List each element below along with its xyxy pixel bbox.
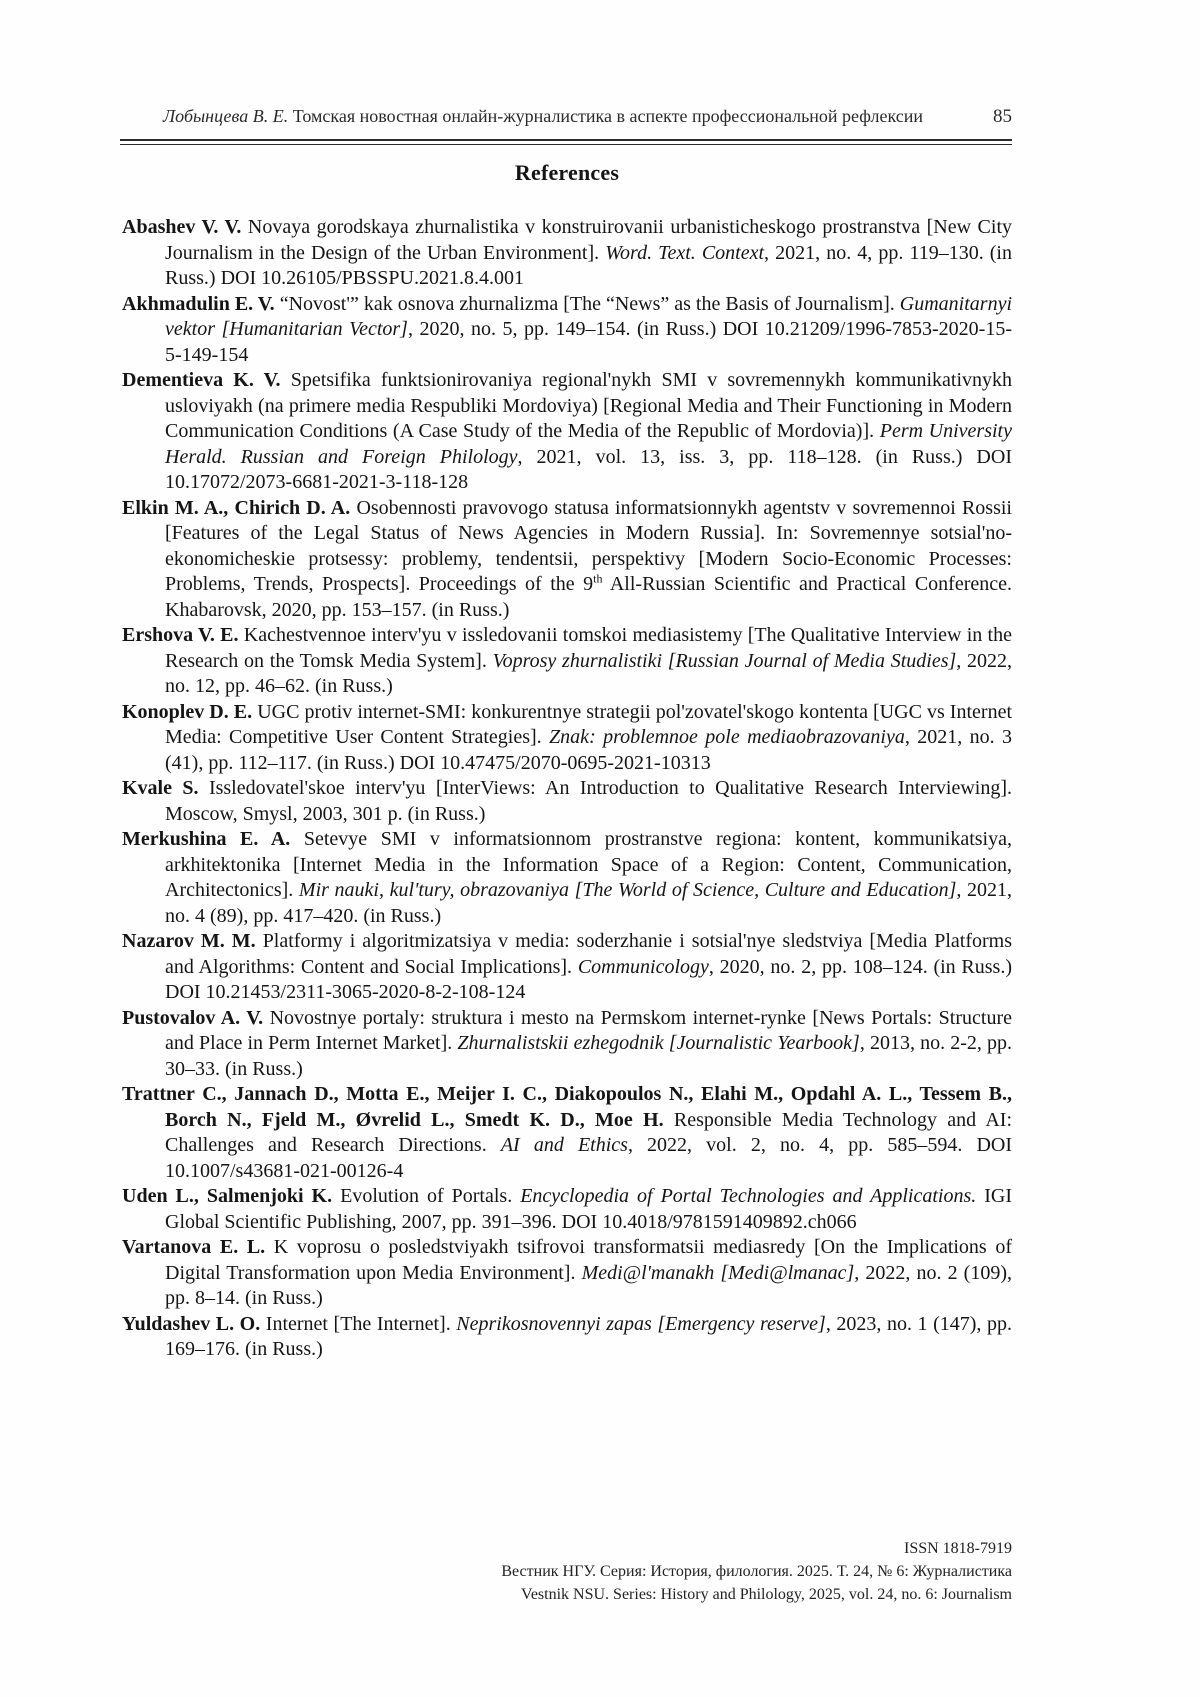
reference-segment: Internet [The Internet]. (265, 1312, 457, 1335)
reference-segment: Neprikosnovennyi zapas [Emergency reserve] (456, 1312, 826, 1335)
reference-entry (122, 1235, 1012, 1312)
reference-entry (122, 827, 1012, 929)
reference-segment: Mir nauki, kul'tury, obrazovaniya [The World of Science, Culture and Education] (298, 879, 957, 901)
running-head-text (122, 106, 964, 127)
reference-segment: Ershova V. E. (122, 624, 244, 646)
page-number: 85 (993, 106, 1012, 127)
reference-segment: th (593, 571, 603, 586)
reference-segment: , 2021, vol. 13, iss. 3, pp. 118–128. (in Russ.) DOI 10.17072/2073-6681-2021-3-118-128 (165, 445, 1012, 493)
references-list (122, 215, 1012, 1363)
reference-segment: Communicology (577, 955, 709, 978)
reference-entry (122, 496, 1012, 624)
footer-journal-en: Vestnik NSU. Series: History and Philology, 2025, vol. 24, no. 6: Journalism (521, 1586, 1012, 1603)
reference-segment: Setevye SMI v informatsionnom prostranstve regiona: kontent, kommunikatsiya, arkhitektonika [Internet Media in the Information Space of a Region: Content, Communication, Architectonics]. (165, 828, 1012, 901)
reference-segment: , 2021, no. 3 (41), pp. 112–117. (in Russ.) DOI 10.47475/2070-0695-2021-10313 (165, 726, 1013, 774)
reference-segment: Osobennosti pravovogo statusa informatsionnykh agentstv v sovremennoi Rossii [Features of the Legal Status of News Agencies in Modern Russia]. In: Sovremennye sotsial'no-ekonomicheskie protsessy: problemy, tendentsii, perspektivy [Modern Socio-Economic Processes: Problems, Trends, Prospects]. Proceedings of the 9 (165, 496, 1012, 595)
reference-segment: , 2022, no. 2 (109), pp. 8–14. (in Russ.) (165, 1261, 1012, 1309)
reference-segment: Yuldashev L. O. (122, 1312, 266, 1335)
reference-entry (122, 368, 1012, 496)
reference-segment: Encyclopedia of Portal Technologies and Applications. (520, 1185, 977, 1207)
reference-segment: All-Russian Scientific and Practical Conference. Khabarovsk, 2020, pp. 153–157. (in Russ.) (165, 573, 1012, 621)
reference-segment: , 2021, no. 4, pp. 119–130. (in Russ.) DOI 10.26105/PBSSPU.2021.8.4.001 (165, 241, 1012, 289)
references-heading: References (514, 160, 620, 185)
running-head (122, 106, 1012, 128)
reference-segment: Dementieva K. V. (122, 369, 291, 391)
reference-segment: Novaya gorodskaya zhurnalistika v konstruirovanii urbanisticheskogo prostranstva [New City Journalism in the Design of the Urban Environment]. (165, 216, 1013, 264)
reference-segment: , 2020, no. 5, pp. 149–154. (in Russ.) DOI 10.21209/1996-7853-2020-15-5-149-154 (165, 318, 1012, 366)
reference-segment: Kvale S. (122, 777, 209, 799)
reference-segment: Merkushina E. A. (122, 828, 304, 850)
reference-segment: Gumanitarnyi vektor [Humanitarian Vector] (165, 292, 1013, 340)
reference-segment: Perm University Herald. Russian and Foreign Philology (165, 420, 1012, 468)
reference-segment: Elkin M. A., Chirich D. A. (122, 496, 357, 519)
reference-segment: , 2013, no. 2-2, pp. 30–33. (in Russ.) (165, 1032, 1013, 1080)
reference-segment: Vartanova E. L. (122, 1236, 274, 1258)
header-rule (120, 139, 1012, 145)
reference-segment: AI and Ethics (500, 1134, 628, 1156)
reference-segment: Abashev V. V. (122, 216, 248, 238)
running-head-author: Лобынцева В. Е. (162, 106, 289, 126)
reference-segment: , 2023, no. 1 (147), pp. 169–176. (in Russ.) (165, 1312, 1012, 1360)
reference-segment: K voprosu o posledstviyakh tsifrovoi transformatsii mediasredy [On the Implications of Digital Transformation upon Media Environment]. (165, 1236, 1012, 1284)
reference-segment: Issledovatel'skoe interv'yu [InterViews: An Introduction to Qualitative Research Interviewing]. Moscow, Smysl, 2003, 301 p. (in Russ.) (165, 777, 1012, 825)
reference-segment: , 2021, no. 4 (89), pp. 417–420. (in Russ.) (165, 879, 1012, 927)
footer-journal-ru: Вестник НГУ. Серия: История, филология. 2025. Т. 24, № 6: Журналистика (501, 1563, 1012, 1580)
reference-segment: , 2020, no. 2, pp. 108–124. (in Russ.) DOI 10.21453/2311-3065-2020-8-2-108-124 (165, 955, 1012, 1003)
footer-issn: ISSN 1818-7919 (903, 1540, 1012, 1557)
reference-segment: Akhmadulin E. V. (122, 292, 280, 315)
reference-segment: Znak: problemnoe pole mediaobrazovaniya (549, 726, 905, 748)
reference-segment: IGI Global Scientific Publishing, 2007, pp. 391–396. DOI 10.4018/9781591409892.ch066 (165, 1185, 1012, 1233)
reference-segment: Kachestvennoe interv'yu v issledovanii tomskoi mediasistemy [The Qualitative Interview in the Research on the Tomsk Media System]. (165, 624, 1012, 672)
reference-entry (122, 623, 1012, 700)
reference-segment: Spetsifika funktsionirovaniya regional'nykh SMI v sovremennykh kommunikativnykh usloviyakh (na primere media Respubliki Mordoviya) [Regional Media and Their Functioning in Modern Communication Conditions (A Case Study of the Media of the Republic of Mordovia)]. (165, 369, 1013, 442)
reference-entry (122, 929, 1012, 1006)
reference-segment: “Novost'” kak osnova zhurnalizma [The “News” as the Basis of Journalism]. (279, 292, 900, 315)
reference-segment: Voprosy zhurnalistiki [Russian Journal of Media Studies] (492, 649, 957, 672)
reference-entry (122, 1312, 1012, 1363)
reference-segment: , 2022, vol. 2, no. 4, pp. 585–594. DOI 10.1007/s43681-021-00126-4 (165, 1134, 1012, 1182)
reference-entry (122, 292, 1012, 369)
page-footer (122, 1537, 1012, 1606)
reference-segment: Nazarov M. M. (122, 930, 263, 952)
reference-entry (122, 1082, 1012, 1184)
reference-segment: UGC protiv internet-SMI: konkurentnye strategii pol'zovatel'skogo kontenta [UGC vs Internet Media: Competitive User Content Strategies]. (165, 700, 1012, 748)
reference-segment: Responsible Media Technology and AI: Challenges and Research Directions. (165, 1108, 1013, 1156)
reference-segment: Platformy i algoritmizatsiya v media: soderzhanie i sotsial'nye sledstviya [Media Platforms and Algorithms: Content and Social Implications]. (165, 930, 1012, 978)
reference-segment: Pustovalov A. V. (122, 1006, 270, 1029)
reference-segment: Zhurnalistskii ezhegodnik [Journalistic Yearbook] (457, 1032, 860, 1054)
reference-segment: Word. Text. Context (605, 241, 765, 264)
reference-segment: Medi@l'manakh [Medi@lmanac] (581, 1261, 855, 1284)
reference-segment: , 2022, no. 12, pp. 46–62. (in Russ.) (165, 649, 1012, 697)
running-head-title: Томская новостная онлайн-журналистика в аспекте профессиональной рефлексии (292, 106, 924, 126)
reference-segment: Evolution of Portals. (340, 1185, 521, 1207)
reference-entry (122, 1184, 1012, 1235)
reference-entry (122, 1006, 1012, 1083)
reference-segment: Novostnye portaly: struktura i mesto na Permskom internet-rynke [News Portals: Structure and Place in Perm Internet Market]. (165, 1006, 1012, 1054)
reference-segment: Konoplev D. E. (122, 700, 258, 723)
reference-segment: Trattner C., Jannach D., Motta E., Meijer I. C., Diakopoulos N., Elahi M., Opdahl A. L., Tessem B., Borch N., Fjeld M., Øvrelid L., Smedt K. D., Moe H. (122, 1083, 1012, 1131)
reference-segment: Uden L., Salmenjoki K. (122, 1185, 341, 1207)
reference-entry (122, 700, 1012, 777)
reference-entry (122, 215, 1012, 292)
reference-entry (122, 776, 1012, 827)
